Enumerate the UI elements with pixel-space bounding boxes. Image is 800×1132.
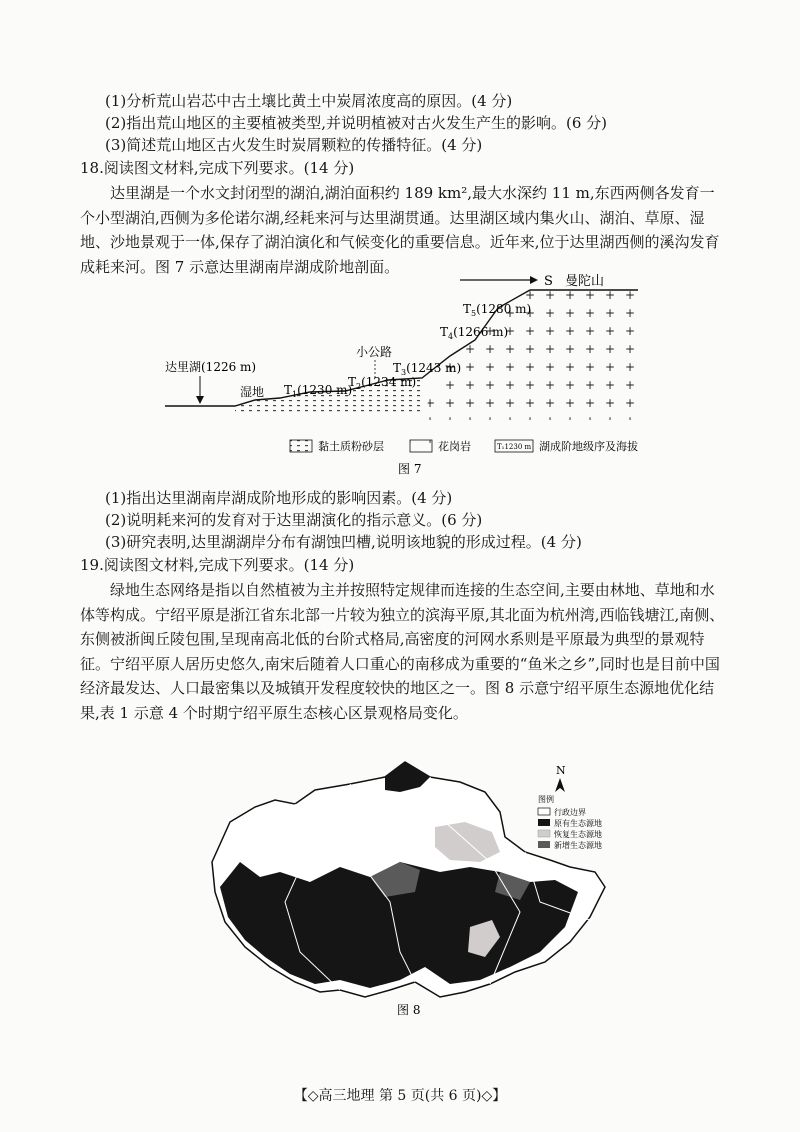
legend-restored-label: 恢复生态源地 [554, 830, 602, 839]
q18-sub2: (2)说明耗来河的发育对于达里湖演化的指示意义。(6 分) [105, 511, 483, 529]
terrace-t2-label: $T_2(1234$ m) [348, 375, 417, 391]
legend-terrace-label: 湖成阶地级序及海拔 [539, 440, 638, 453]
north-arrow-icon [555, 778, 565, 792]
legend-boundary-label: 行政边界 [554, 808, 586, 817]
q19-heading: 19.阅读图文材料,完成下列要求。(14 分) [80, 556, 355, 574]
legend-granite-label: 花岗岩 [438, 440, 471, 453]
lake-label: 达里湖(1226 m) [165, 360, 257, 374]
north-label: N [556, 764, 566, 777]
terrace-t5-label: $T_5(1280$ m) [463, 302, 532, 318]
legend-boundary-swatch [538, 808, 550, 815]
figure-8-ecological-source-map [200, 752, 620, 1022]
terrace-t4-label: $T_4(1266$ m) [440, 325, 509, 341]
legend-terrace-sample: T₁1230 m [497, 443, 532, 451]
legend-added-label: 新增生态源地 [554, 841, 602, 850]
q17-sub1: (1)分析荒山岩芯中古土壤比黄土中炭屑浓度高的原因。(4 分) [105, 92, 513, 110]
q18-material: 达里湖是一个水文封闭型的湖泊,湖泊面积约 189 km²,最大水深约 11 m,东西两侧各发育一个小型湖泊,西侧为多伦诺尔湖,经耗来河与达里湖贯通。达里湖区域内集火山、湖泊、草原、湿地、沙地景观于一体,保存了湖泊演化和气候变化的重要信息。近年来,位于达里湖西侧的溪沟发育成耗来河。图 7 示意达里湖南岸湖成阶地剖面。 [80, 184, 720, 276]
wetland-label: 湿地 [240, 385, 265, 399]
road-label: 小公路 [356, 345, 393, 359]
page-footer: 【◇高三地理 第 5 页(共 6 页)◇】 [293, 1088, 507, 1104]
terrace-t3-label: $T_3(1243$ m) [393, 361, 462, 377]
q17-sub3: (3)简述荒山地区古火发生时炭屑颗粒的传播特征。(4 分) [105, 136, 483, 154]
figure-7-caption: 图 7 [398, 462, 422, 476]
mountain-label: 曼陀山 [565, 274, 605, 289]
legend-original-label: 原有生态源地 [554, 819, 602, 828]
direction-label: S [544, 274, 553, 289]
q18-sub3: (3)研究表明,达里湖湖岸分布有湖蚀凹槽,说明该地貌的形成过程。(4 分) [105, 533, 582, 551]
legend-silt-label: 黏土质粉砂层 [318, 440, 384, 453]
q18-sub1: (1)指出达里湖南岸湖成阶地形成的影响因素。(4 分) [105, 489, 453, 507]
lake-level-arrowhead [196, 396, 204, 404]
arrow-head [530, 276, 538, 284]
terrace-t1-label: $T_1(1230$ m) [284, 383, 353, 399]
legend-silt-swatch [290, 440, 312, 452]
figure-7-terrace-profile [160, 268, 650, 478]
figure-8-caption: 图 8 [397, 1003, 421, 1017]
legend-title: 图例 [538, 795, 554, 804]
q19-material: 绿地生态网络是指以自然植被为主并按照特定规律而连接的生态空间,主要由林地、草地和水体等构成。宁绍平原是浙江省东北部一片较为独立的滨海平原,其北面为杭州湾,西临钱塘江,南侧、东侧被浙闽丘陵包围,呈现南高北低的台阶式格局,高密度的河网水系则是平原最为典型的景观特征。宁绍平原人居历史悠久,南宋后随着人口重心的南移成为重要的“鱼米之乡”,同时也是目前中国经济最发达、人口最密集以及城镇开发程度较快的地区之一。图 8 示意宁绍平原生态源地优化结果,表 1 示意 4 个时期宁绍平原生态核心区景观格局变化。 [80, 581, 725, 722]
legend-added-swatch [538, 841, 550, 848]
q18-heading: 18.阅读图文材料,完成下列要求。(14 分) [80, 159, 355, 177]
legend-original-swatch [538, 819, 550, 826]
legend-granite-swatch [410, 440, 432, 452]
q17-sub2: (2)指出荒山地区的主要植被类型,并说明植被对古火发生产生的影响。(6 分) [105, 114, 608, 132]
legend-restored-swatch [538, 830, 550, 837]
